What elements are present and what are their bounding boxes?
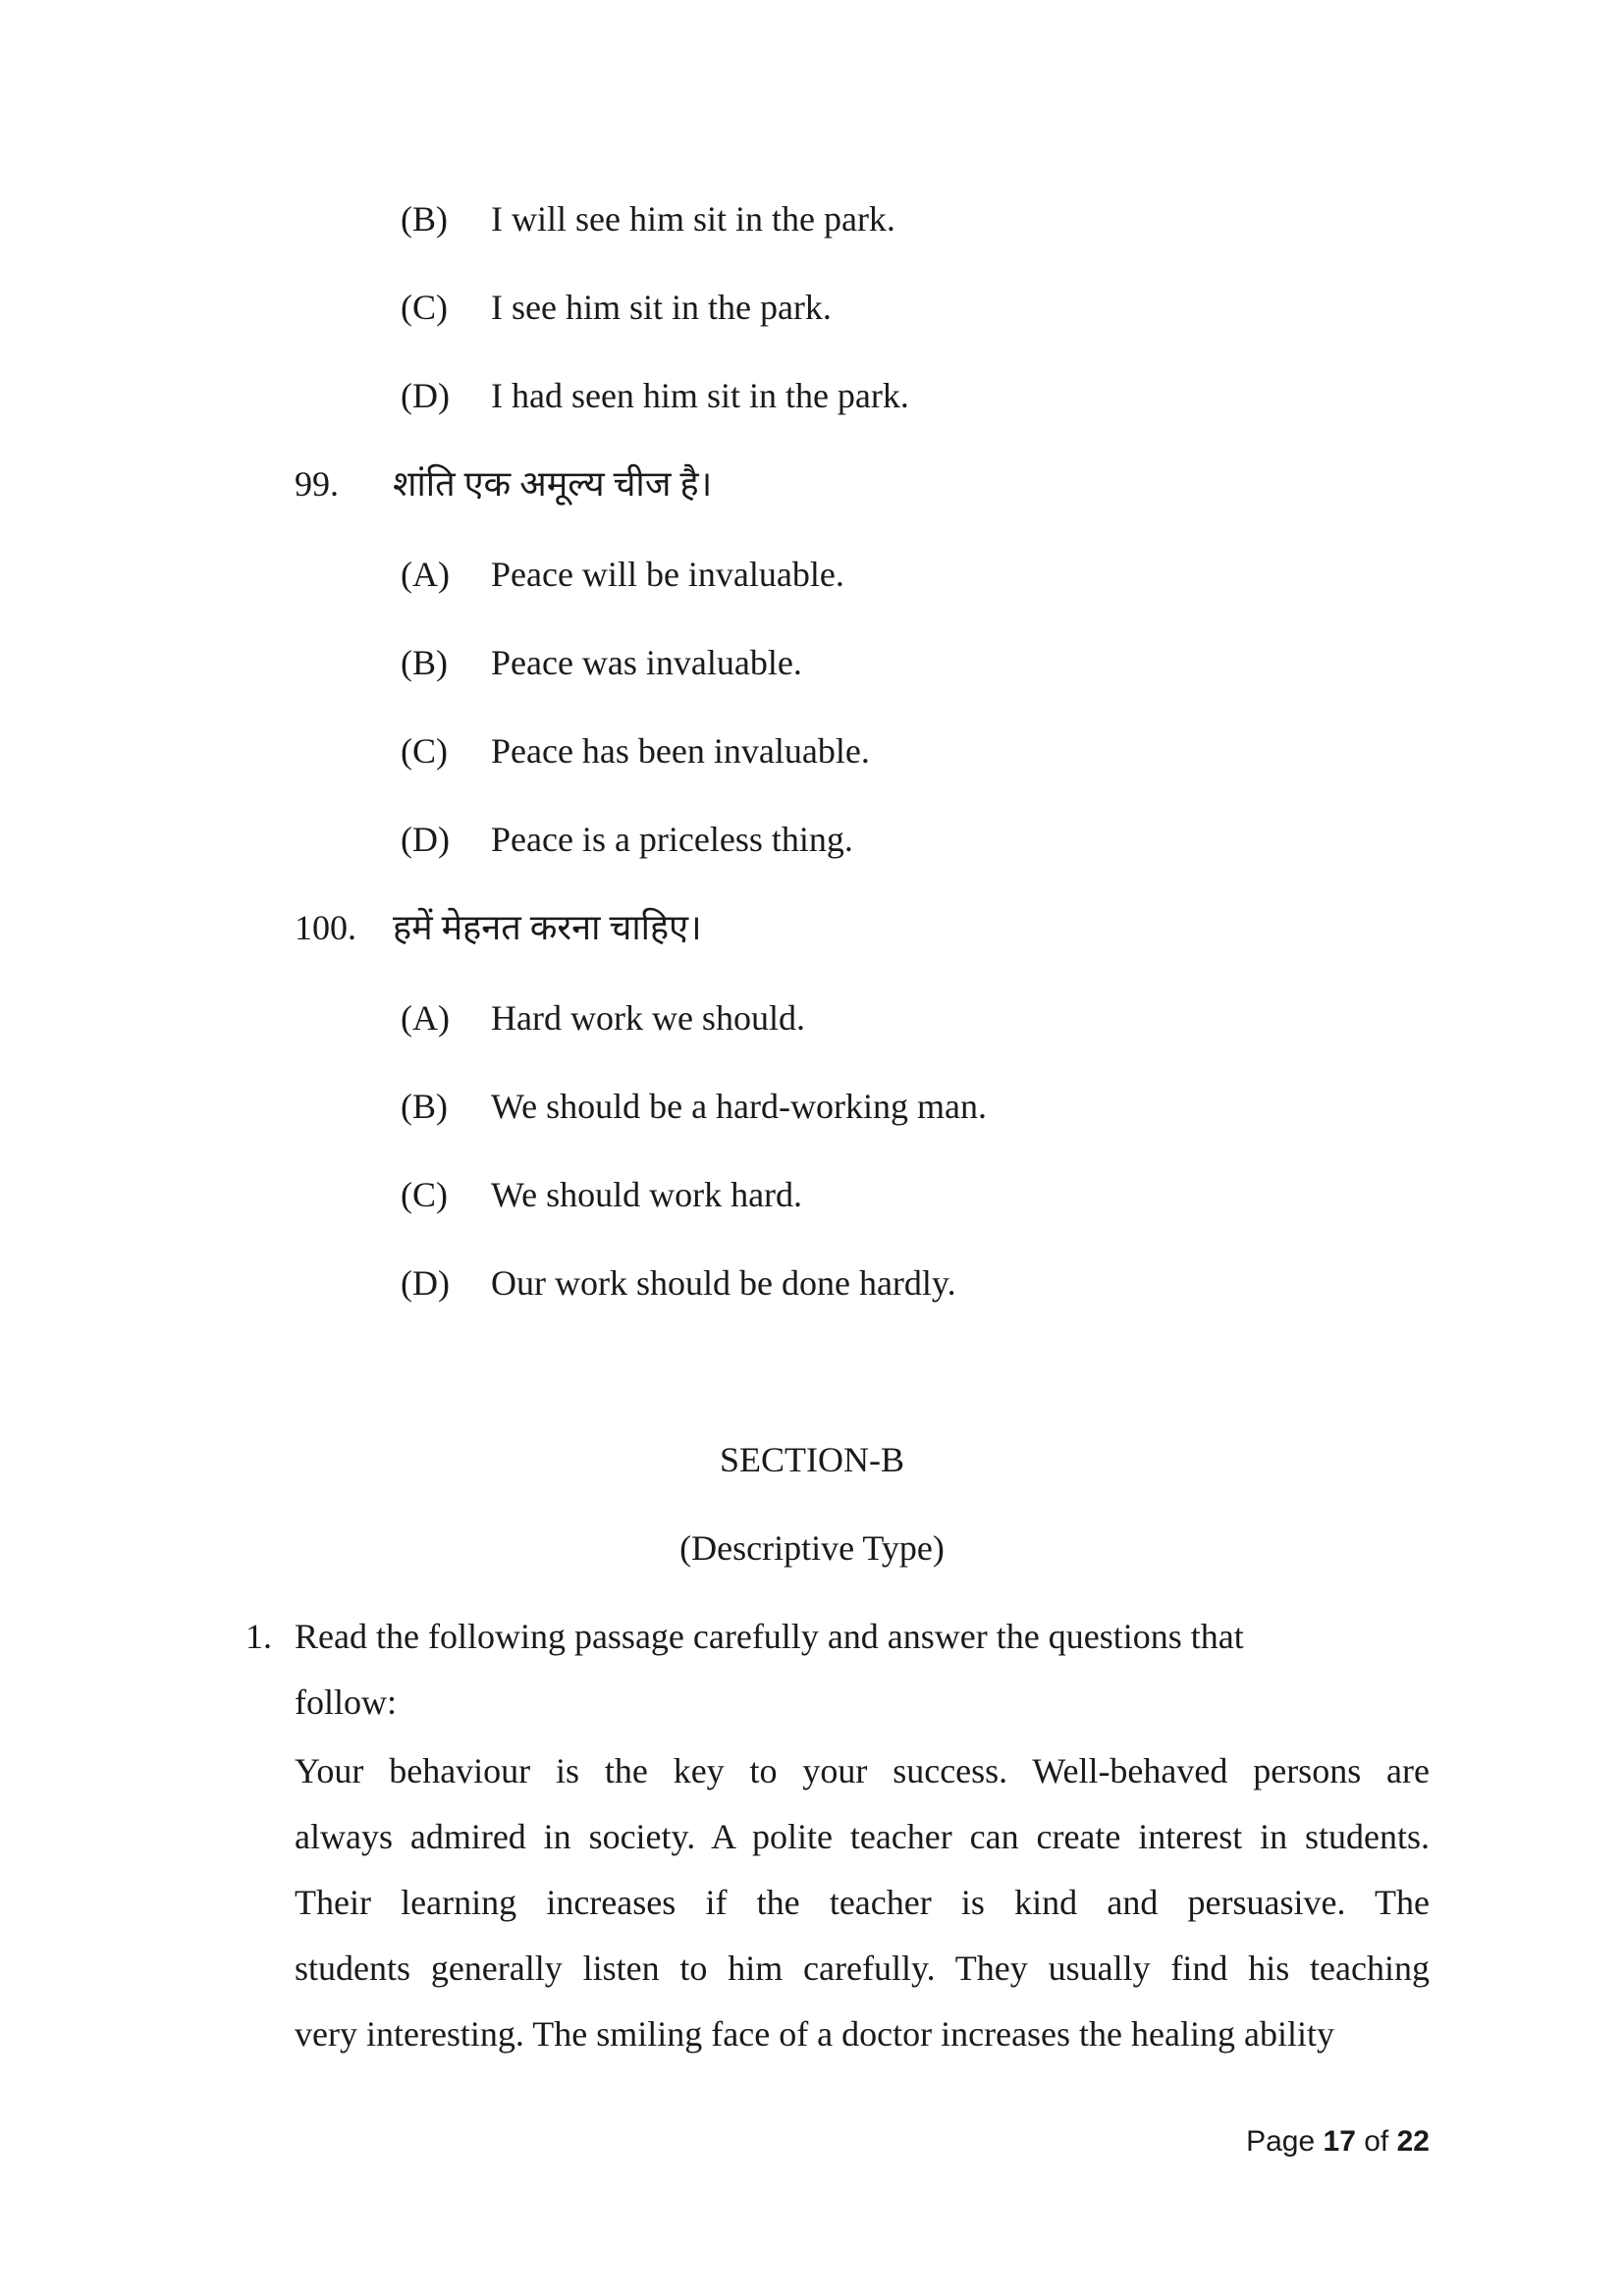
q100-option-d-text: Our work should be done hardly. [491,1263,956,1303]
q98-option-d-letter: (D) [401,376,450,415]
q100-option-a-text: Hard work we should. [491,998,805,1038]
footer-page-word: Page [1246,2125,1316,2158]
footer-current-page: 17 [1323,2125,1356,2158]
desc-q1-instruction-line1: Read the following passage carefully and answer the questions that [295,1617,1244,1656]
q98-option-b-letter: (B) [401,199,448,239]
q98-option-c-text: I see him sit in the park. [491,288,832,327]
q99-option-b-text: Peace was invaluable. [491,643,802,682]
q100-option-a-letter: (A) [401,998,450,1038]
q99-option-b-letter: (B) [401,643,448,682]
passage-line: students generally listen to him carefully. They usually find his teaching [295,1949,1430,1988]
q99-option-c-text: Peace has been invaluable. [491,731,870,771]
q99-option-a-text: Peace will be invaluable. [491,555,844,594]
passage-line: very interesting. The smiling face of a doctor increases the healing ability [295,2014,1334,2054]
q98-option-d-text: I had seen him sit in the park. [491,376,909,415]
footer-total-pages: 22 [1396,2125,1430,2158]
q100-number: 100. [295,908,356,947]
passage-line: always admired in society. A polite teacher can create interest in students. [295,1817,1430,1856]
q100-option-b-text: We should be a hard-working man. [491,1087,987,1126]
q98-option-b-text: I will see him sit in the park. [491,199,895,239]
q100-option-c-letter: (C) [401,1175,448,1214]
q99-number: 99. [295,464,339,504]
q99-option-d-text: Peace is a priceless thing. [491,820,853,859]
q100-option-d-letter: (D) [401,1263,450,1303]
desc-q1-instruction-line2: follow: [295,1682,397,1722]
footer-of-word: of [1364,2125,1389,2158]
q98-option-c-letter: (C) [401,288,448,327]
q100-option-b-letter: (B) [401,1087,448,1126]
q99-text: शांति एक अमूल्य चीज है। [393,464,713,504]
q99-option-c-letter: (C) [401,731,448,771]
section-subtitle: (Descriptive Type) [679,1528,945,1568]
section-title: SECTION-B [720,1440,904,1479]
desc-q1-number: 1. [245,1617,272,1656]
q99-option-a-letter: (A) [401,555,450,594]
page-number-footer [1246,2122,1430,2162]
q99-option-d-letter: (D) [401,820,450,859]
passage [295,1738,1430,2067]
q100-option-c-text: We should work hard. [491,1175,803,1214]
passage-line: Their learning increases if the teacher is kind and persuasive. The [295,1883,1430,1922]
passage-line: Your behaviour is the key to your success. Well-behaved persons are [295,1751,1430,1790]
q100-text: हमें मेहनत करना चाहिए। [393,908,702,947]
